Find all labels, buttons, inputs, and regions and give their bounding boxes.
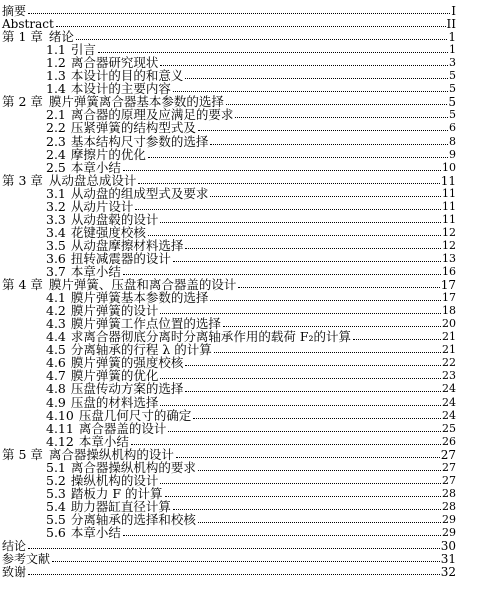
toc-entry-page: 5 (449, 82, 456, 96)
toc-entry-text: 求离合器彻底分离时分离轴承作用的载荷 F₂的计算 (70, 329, 352, 345)
toc-leader-dots (185, 248, 441, 249)
toc-entry-text: 本设计的主要内容 (70, 81, 171, 97)
toc-leader-dots (148, 235, 441, 236)
toc-entry[interactable] (0, 82, 480, 95)
toc-entry[interactable] (0, 252, 480, 265)
toc-entry-page: 20 (442, 317, 456, 331)
toc-entry[interactable] (0, 291, 480, 304)
toc-entry-number: 3.1 (46, 185, 66, 201)
toc-entry-text: 扭转减震器的设计 (70, 250, 171, 266)
toc-entry-page: 18 (442, 304, 456, 318)
toc-entry-text: 绪论 (48, 29, 74, 45)
toc-entry-text: 本设计的目的和意义 (70, 68, 184, 84)
toc-entry-page: 22 (442, 356, 456, 370)
toc-entry-number: 4.11 (46, 420, 74, 436)
toc-entry-page: 28 (442, 499, 456, 513)
toc-entry-text: 踏板力 F 的计算 (70, 485, 163, 501)
toc-leader-dots (173, 261, 441, 262)
toc-entry-number: 第 3 章 (2, 172, 43, 188)
toc-entry-number: 1.3 (46, 68, 66, 84)
toc-leader-dots (238, 287, 439, 288)
toc-entry-number: 2.5 (46, 159, 66, 175)
toc-entry[interactable] (0, 526, 480, 539)
toc-entry-number: 4.3 (46, 316, 66, 332)
toc-leader-dots (98, 52, 448, 53)
toc-entry-number: 3.3 (46, 211, 66, 227)
toc-leader-dots (56, 26, 446, 27)
toc-leader-dots (226, 104, 447, 105)
toc-leader-dots (148, 157, 448, 158)
toc-entry[interactable] (0, 474, 480, 487)
toc-entry[interactable] (0, 369, 480, 382)
toc-entry-number: 3.5 (46, 237, 66, 253)
toc-entry-page: I (451, 4, 456, 18)
toc-entry-number: 2.1 (46, 107, 66, 123)
toc-entry[interactable] (0, 174, 480, 187)
toc-leader-dots (123, 535, 441, 536)
toc-entry-number: 3.6 (46, 250, 66, 266)
toc-entry[interactable] (0, 487, 480, 500)
toc-leader-dots (198, 522, 441, 523)
toc-entry-page: 5 (449, 69, 456, 83)
toc-entry-number: 3.7 (46, 264, 66, 279)
toc-leader-dots (173, 509, 441, 510)
toc-entry-text: 基本结构尺寸参数的选择 (70, 133, 209, 149)
toc-entry-page: 29 (442, 512, 456, 526)
toc-entry-page: 21 (442, 343, 456, 357)
toc-entry[interactable] (0, 108, 480, 121)
toc-leader-dots (168, 431, 441, 432)
toc-entry-text: 膜片弹簧的设计 (70, 303, 159, 319)
toc-leader-dots (198, 470, 441, 471)
toc-entry-text: 离合器操纵机构的要求 (70, 459, 196, 475)
toc-entry-text: 从动片设计 (70, 198, 134, 214)
toc-entry-number: 5.5 (46, 511, 66, 527)
toc-entry-number: 4.7 (46, 368, 66, 384)
toc-entry-number: 第 1 章 (2, 29, 43, 45)
toc-entry-number: 第 4 章 (2, 277, 43, 293)
toc-entry-page: 24 (442, 382, 456, 396)
toc-entry-text: 压盘几何尺寸的确定 (78, 407, 192, 423)
toc-entry-number: 2.4 (46, 146, 66, 162)
toc-leader-dots (176, 457, 440, 458)
toc-entry-text: 离合器的原理及应满足的要求 (70, 107, 234, 123)
toc-entry[interactable] (0, 121, 480, 134)
toc-entry-text: 助力器缸直径计算 (70, 498, 171, 514)
toc-entry-text: 离合器操纵机构的设计 (48, 446, 174, 462)
toc-entry-number: 1.2 (46, 55, 66, 71)
toc-leader-dots (173, 91, 448, 92)
toc-entry-text: 从动盘总成设计 (48, 172, 137, 188)
toc-entry-text: 分离轴承的行程 λ 的计算 (70, 342, 212, 358)
toc-entry[interactable] (0, 69, 480, 82)
toc-entry-text: 花键强度校核 (70, 224, 146, 240)
toc-entry-number: 5.1 (46, 459, 66, 475)
toc-leader-dots (185, 391, 441, 392)
toc-entry-page: 9 (449, 147, 456, 161)
toc-entry-text: 膜片弹簧工作点位置的选择 (70, 316, 221, 332)
toc-entry-text: 压紧弹簧的结构型式及 (70, 120, 196, 136)
toc-entry-page: 1 (449, 43, 456, 57)
toc-leader-dots (160, 65, 448, 66)
toc-entry[interactable] (0, 4, 480, 17)
toc-entry[interactable] (0, 409, 480, 422)
toc-entry[interactable] (0, 213, 480, 226)
toc-leader-dots (210, 196, 441, 197)
toc-entry-title (2, 553, 50, 565)
toc-entry-page: 23 (442, 369, 456, 383)
toc-entry-text: 离合器盖的设计 (78, 420, 167, 436)
toc-entry-number: 3.4 (46, 224, 66, 240)
toc-entry-text: 致谢 (2, 565, 27, 580)
toc-entry[interactable] (0, 17, 480, 30)
toc-entry-page: 24 (442, 408, 456, 422)
toc-entry-page: 29 (442, 526, 456, 539)
toc-leader-dots (210, 144, 448, 145)
toc-entry[interactable] (0, 304, 480, 317)
toc-entry-page: 5 (448, 95, 456, 110)
toc-entry-text: 压盘传动方案的选择 (70, 381, 184, 397)
toc-entry[interactable] (0, 330, 480, 343)
toc-entry-page: 1 (448, 30, 456, 45)
toc-entry-page: 17 (442, 291, 456, 305)
toc-entry-text: 本章小结 (70, 525, 121, 540)
toc-leader-dots (193, 418, 441, 419)
toc-entry-number: 1.4 (46, 81, 66, 97)
toc-entry-number: 4.8 (46, 381, 66, 397)
toc-entry-page: 13 (442, 251, 456, 265)
toc-leader-dots (160, 405, 441, 406)
toc-entry-number: 5.4 (46, 498, 66, 514)
toc-leader-dots (28, 548, 440, 549)
toc-entry-text: 分离轴承的选择和校核 (70, 511, 196, 527)
toc-entry-number: 4.1 (46, 290, 66, 306)
toc-entry-page: 28 (442, 486, 456, 500)
toc-leader-dots (214, 352, 441, 353)
toc-entry-page: 27 (442, 473, 456, 487)
toc-entry-page: 27 (442, 460, 456, 474)
toc-entry-number: 4.2 (46, 303, 66, 319)
toc-entry-text: 压盘的材料选择 (70, 394, 159, 410)
toc-entry[interactable] (0, 382, 480, 395)
toc-entry[interactable] (0, 148, 480, 161)
toc-entry-number: 5.3 (46, 485, 66, 501)
toc-entry-title (2, 540, 26, 552)
toc-entry[interactable] (0, 239, 480, 252)
toc-entry-number: 4.5 (46, 342, 66, 358)
toc-entry-page: 11 (440, 173, 456, 188)
toc-entry-page: 17 (440, 278, 456, 293)
toc-leader-dots (52, 561, 440, 562)
toc-entry-number: 4.4 (46, 329, 66, 345)
toc-entry-text: 本章小结 (78, 433, 129, 449)
toc-entry-page: 31 (440, 552, 456, 567)
toc-entry-number: 4.10 (46, 407, 74, 423)
toc-leader-dots (198, 130, 448, 131)
toc-entry-number: 5.6 (46, 525, 66, 540)
toc-entry-page: 6 (449, 121, 456, 135)
toc-entry-text: 本章小结 (70, 264, 121, 279)
toc-leader-dots (235, 117, 448, 118)
toc-entry-page: II (446, 17, 456, 32)
toc-entry[interactable] (0, 187, 480, 200)
toc-leader-dots (160, 313, 441, 314)
toc-entry-text: 摘要 (2, 4, 27, 18)
toc-entry[interactable] (0, 448, 480, 461)
toc-entry-page: 11 (442, 199, 456, 213)
toc-entry[interactable] (0, 500, 480, 513)
toc-entry-text: 膜片弹簧离合器基本参数的选择 (48, 94, 224, 110)
toc-entry[interactable] (0, 135, 480, 148)
toc-leader-dots (185, 78, 448, 79)
toc-entry-text: 膜片弹簧基本参数的选择 (70, 290, 209, 306)
toc-leader-dots (131, 444, 441, 445)
toc-leader-dots (123, 170, 441, 171)
toc-entry-text: 操纵机构的设计 (70, 472, 159, 488)
toc-entry-page: 27 (440, 447, 456, 462)
toc-leader-dots (210, 300, 441, 301)
toc-entry-page: 26 (442, 434, 456, 448)
toc-entry[interactable] (0, 200, 480, 213)
toc-entry-text: 本章小结 (70, 159, 121, 175)
toc-leader-dots (135, 209, 441, 210)
toc-leader-dots (160, 483, 441, 484)
toc-entry[interactable] (0, 356, 480, 369)
toc-entry-title (2, 566, 26, 578)
toc-leader-dots (223, 326, 441, 327)
toc-entry-text: Abstract (2, 17, 54, 32)
toc-entry[interactable] (0, 435, 480, 448)
toc-leader-dots (28, 574, 440, 575)
toc-entry-page: 10 (442, 160, 456, 174)
toc-entry[interactable] (0, 265, 480, 278)
toc-entry-text: 结论 (2, 539, 27, 554)
toc-entry-page: 25 (442, 421, 456, 435)
toc-entry-title (2, 5, 26, 17)
toc-entry-page: 5 (449, 108, 456, 122)
toc-entry-page: 32 (440, 565, 456, 580)
toc-entry[interactable] (0, 278, 480, 291)
toc-entry[interactable] (0, 461, 480, 474)
toc-entry-text: 膜片弹簧的优化 (70, 368, 159, 384)
toc-entry-text: 离合器研究现状 (70, 55, 159, 71)
toc-entry-text: 膜片弹簧的强度校核 (70, 355, 184, 371)
toc-entry-text: 从动盘摩擦材料选择 (70, 237, 184, 253)
toc-leader-dots (185, 365, 441, 366)
toc-entry[interactable] (0, 43, 480, 56)
toc-entry-text: 摩擦片的优化 (70, 146, 146, 162)
toc-entry[interactable] (0, 317, 480, 330)
toc-entry-number: 5.2 (46, 472, 66, 488)
toc-entry-page: 12 (442, 238, 456, 252)
toc-entry-text: 参考文献 (2, 552, 51, 567)
toc-entry[interactable] (0, 161, 480, 174)
toc-entry-page: 30 (440, 539, 456, 554)
toc-entry-text: 从动盘的组成型式及要求 (70, 185, 209, 201)
toc-entry-number: 2.3 (46, 133, 66, 149)
toc-entry-page: 8 (449, 134, 456, 148)
toc-entry-number: 3.2 (46, 198, 66, 214)
toc-entry[interactable] (0, 513, 480, 526)
toc-entry[interactable] (0, 226, 480, 239)
toc-entry[interactable] (0, 565, 480, 578)
toc-entry[interactable] (0, 552, 480, 565)
toc-entry-page: 12 (442, 225, 456, 239)
toc-entry[interactable] (0, 422, 480, 435)
toc-entry-number: 4.6 (46, 355, 66, 371)
toc-entry[interactable] (0, 539, 480, 552)
toc-entry-text: 引言 (70, 42, 96, 58)
toc-entry-number: 4.9 (46, 394, 66, 410)
toc-leader-dots (76, 39, 447, 40)
toc-leader-dots (123, 274, 441, 275)
toc-entry-page: 16 (442, 265, 456, 278)
toc-leader-dots (138, 183, 439, 184)
toc-entry-number: 第 5 章 (2, 446, 43, 462)
toc-leader-dots (165, 496, 441, 497)
toc-leader-dots (353, 339, 441, 340)
toc-entry-text: 膜片弹簧、压盘和离合器盖的设计 (48, 277, 237, 293)
toc-entry[interactable] (0, 95, 480, 108)
toc-leader-dots (28, 13, 450, 14)
toc-entry-text: 从动盘毂的设计 (70, 211, 159, 227)
toc-entry-number: 4.12 (46, 433, 74, 449)
toc-leader-dots (160, 378, 441, 379)
toc-entry-page: 24 (442, 395, 456, 409)
toc-entry-number: 1.1 (46, 42, 66, 58)
toc-leader-dots (160, 222, 441, 223)
toc-entry-page: 3 (449, 56, 456, 70)
toc-entry-page: 11 (442, 186, 456, 200)
toc-entry[interactable] (0, 56, 480, 69)
toc-entry[interactable] (0, 30, 480, 43)
toc-entry-page: 11 (442, 212, 456, 226)
toc-entry-number: 第 2 章 (2, 94, 43, 110)
toc-entry-title (46, 527, 121, 539)
toc-entry-number: 2.2 (46, 120, 66, 136)
toc-entry[interactable] (0, 343, 480, 356)
toc-entry-page: 21 (442, 330, 456, 344)
toc-entry[interactable] (0, 396, 480, 409)
